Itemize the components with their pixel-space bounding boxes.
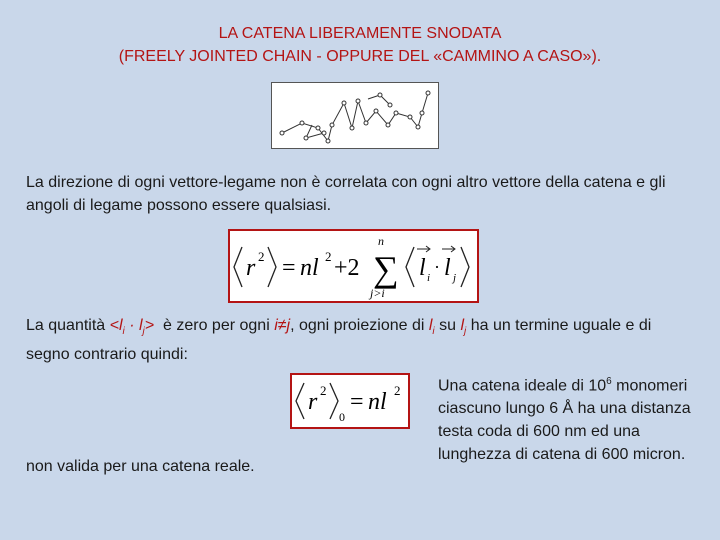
eq2-subscript: 0 bbox=[339, 410, 345, 424]
note-ideal-chain: Una catena ideale di $10^6$ monomeri ciascuno lungo 6 Å ha una distanza testa coda di 600 nm ed una lunghezza di catena di 600 micron. bbox=[438, 376, 691, 464]
paragraph-correlation: La direzione di ogni vettore-legame non è correlata con ogni altro vettore della catena e gli angoli di legame possono essere qualsiasi. bbox=[26, 174, 666, 214]
note-not-valid: non valida per una catena reale. bbox=[26, 458, 255, 475]
eq2-exp: 2 bbox=[320, 383, 327, 398]
random-walk-figure bbox=[271, 82, 439, 149]
right-angle-bracket-2 bbox=[461, 247, 469, 287]
eq1-sum-lower: j>i bbox=[370, 286, 385, 300]
eq2-left-bracket bbox=[296, 383, 304, 419]
eq2-nl-exp: 2 bbox=[394, 383, 401, 398]
eq2-right-bracket bbox=[330, 383, 338, 419]
eq1-exp: 2 bbox=[258, 249, 265, 264]
p2-li: $l_i$ bbox=[428, 317, 435, 338]
p2-lj: $l_j$ bbox=[460, 317, 467, 338]
equation-r2-sum-formula bbox=[230, 231, 477, 301]
eq2-equals: = bbox=[350, 389, 364, 415]
equation-r2-ideal bbox=[290, 373, 410, 429]
sum-icon: ∑ bbox=[373, 249, 399, 289]
equation-r2-sum bbox=[228, 229, 479, 303]
eq1-nl-exp: 2 bbox=[325, 249, 332, 264]
right-angle-bracket bbox=[268, 247, 276, 287]
p2-after-cond: , ogni proiezione di bbox=[290, 317, 429, 334]
eq2-nl: nl bbox=[368, 389, 387, 415]
eq1-sub-i: i bbox=[427, 272, 431, 284]
eq1-sub-j: j bbox=[453, 272, 457, 284]
p2-prefix: La quantità bbox=[26, 317, 110, 334]
p2-condition: i≠j bbox=[274, 317, 291, 334]
p2-middle: è zero per ogni bbox=[154, 317, 275, 334]
paragraph-quantity bbox=[26, 314, 696, 366]
title-line-2: (FREELY JOINTED CHAIN - OPPURE DEL «CAMMINO A CASO»). bbox=[118, 48, 602, 65]
eq1-sum-upper: n bbox=[378, 234, 384, 248]
eq1-vec-i: l bbox=[419, 255, 426, 281]
eq2-r: r bbox=[308, 389, 318, 415]
eq1-plus-two: +2 bbox=[334, 255, 360, 281]
eq1-r: r bbox=[246, 255, 256, 281]
p2-expression: $<l_i \cdot l_j>$ bbox=[109, 317, 155, 338]
p2-rest: ha un termine uguale e di segno contrario quindi: bbox=[26, 317, 652, 364]
eq1-vec-j: l bbox=[444, 255, 451, 281]
p2-su: su bbox=[434, 317, 461, 334]
slide-title bbox=[0, 22, 720, 68]
left-angle-bracket bbox=[234, 247, 242, 287]
equation-r2-ideal-formula bbox=[292, 375, 408, 427]
eq1-nl: nl bbox=[300, 255, 319, 281]
random-walk-chain-drawing bbox=[272, 83, 438, 148]
title-line-1: LA CATENA LIBERAMENTE SNODATA bbox=[218, 25, 502, 42]
eq1-dot: · bbox=[434, 257, 440, 277]
left-angle-bracket-2 bbox=[406, 247, 414, 287]
eq1-equals: = bbox=[282, 255, 296, 281]
